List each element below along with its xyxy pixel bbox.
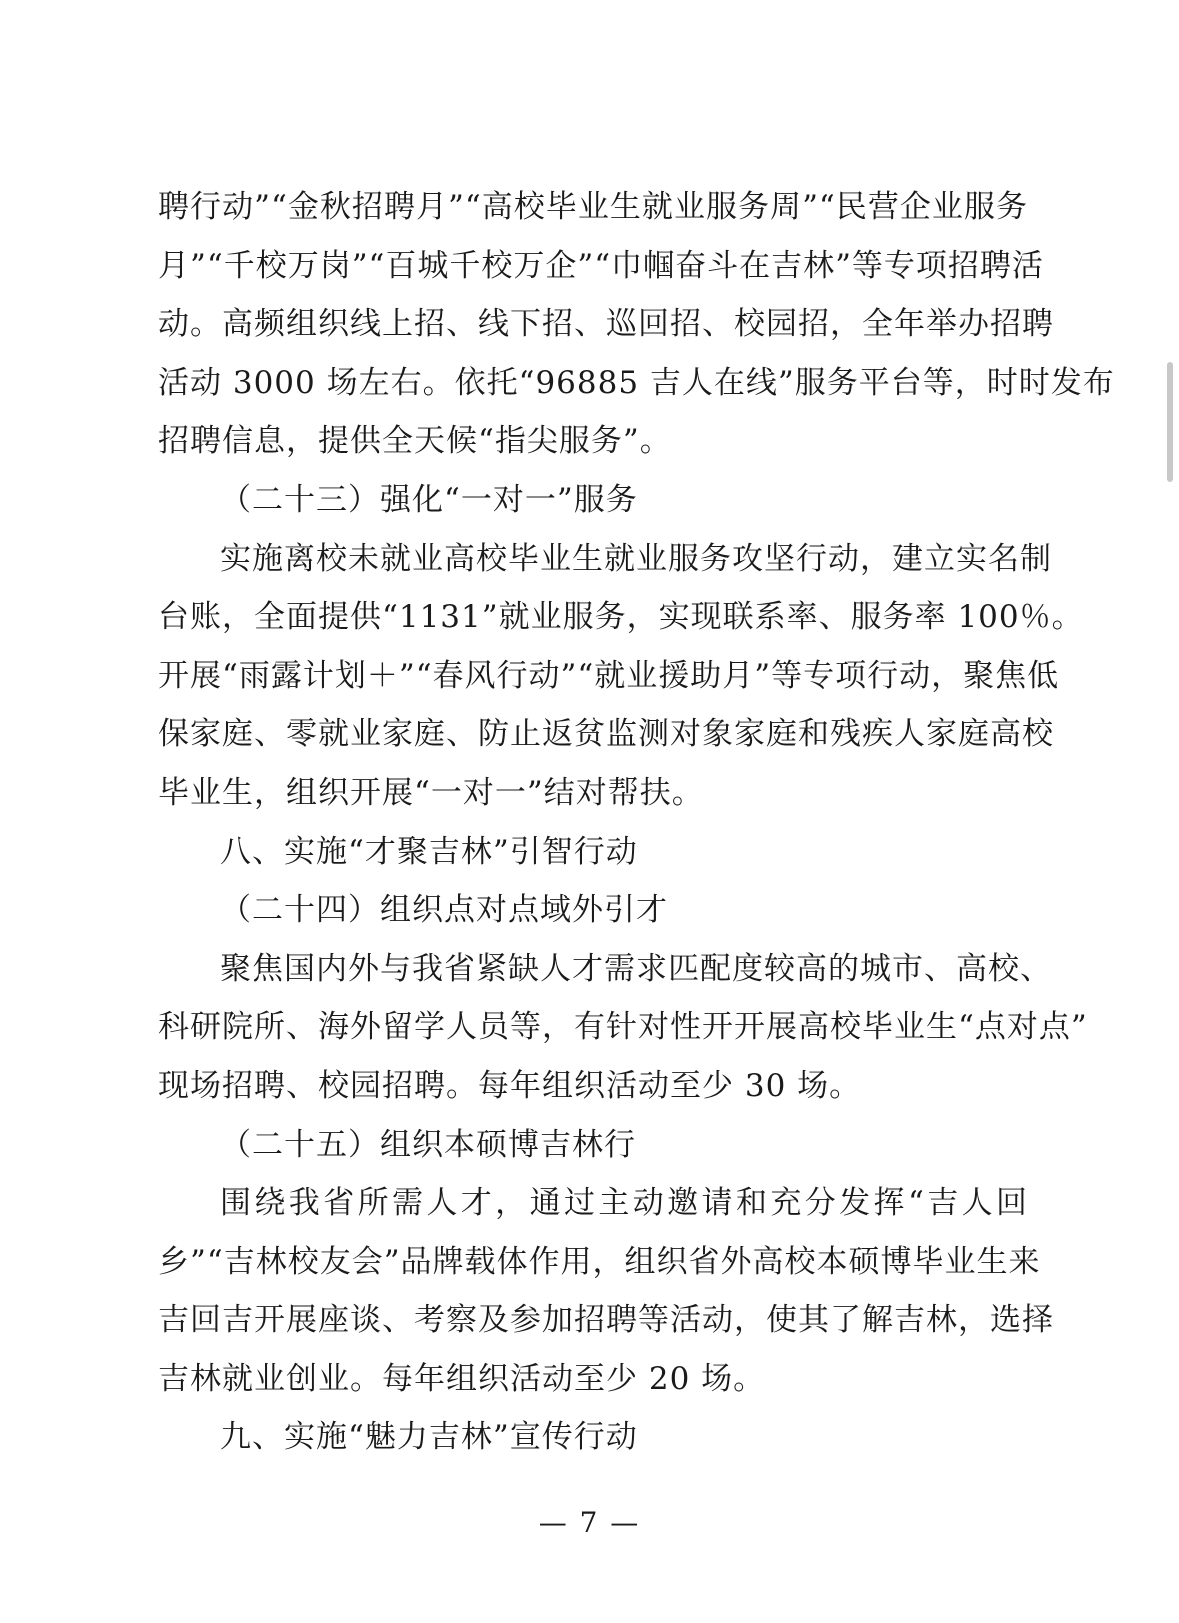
text-line: 围绕我省所需人才，通过主动邀请和充分发挥“吉人回 [220, 1185, 1028, 1222]
text-line: 八、实施“才聚吉林”引智行动 [220, 833, 638, 870]
text-line: 实施离校未就业高校毕业生就业服务攻坚行动，建立实名制 [220, 540, 1052, 577]
text-line: （二十五）组织本硕博吉林行 [220, 1126, 636, 1163]
text-line: （二十三）强化“一对一”服务 [220, 481, 638, 518]
text-line: 招聘信息，提供全天候“指尖服务”。 [158, 423, 672, 460]
text-line: 科研院所、海外留学人员等，有针对性开开展高校毕业生“点对点” [158, 1009, 1088, 1046]
text-line: 月”“千校万岗”“百城千校万企”“巾帼奋斗在吉林”等专项招聘活 [158, 247, 1044, 284]
document-body [158, 178, 1115, 1467]
scrollbar-thumb[interactable] [1167, 362, 1173, 482]
text-line: 保家庭、零就业家庭、防止返贫监测对象家庭和残疾人家庭高校 [158, 716, 1054, 753]
text-line: 聘行动”“金秋招聘月”“高校毕业生就业服务周”“民营企业服务 [158, 189, 1028, 225]
text-line: 动。高频组织线上招、线下招、巡回招、校园招，全年举办招聘 [158, 306, 1054, 343]
text-line: （二十四）组织点对点域外引才 [220, 892, 668, 929]
text-line: 毕业生，组织开展“一对一”结对帮扶。 [158, 774, 704, 811]
text-line: 乡”“吉林校友会”品牌载体作用，组织省外高校本硕博毕业生来 [158, 1243, 1041, 1280]
page-number: — 7 — [538, 1506, 641, 1539]
text-line: 吉回吉开展座谈、考察及参加招聘等活动，使其了解吉林，选择 [158, 1302, 1054, 1339]
text-line: 台账，全面提供“1131”就业服务，实现联系率、服务率 100％。 [158, 599, 1084, 636]
text-line: 活动 3000 场左右。依托“96885 吉人在线”服务平台等，时时发布 [158, 364, 1115, 401]
text-line: 现场招聘、校园招聘。每年组织活动至少 30 场。 [158, 1067, 862, 1104]
text-line: 开展“雨露计划＋”“春风行动”“就业援助月”等专项行动，聚焦低 [158, 657, 1060, 694]
text-line: 九、实施“魅力吉林”宣传行动 [220, 1419, 638, 1456]
text-line: 聚焦国内外与我省紧缺人才需求匹配度较高的城市、高校、 [220, 950, 1052, 987]
text-line: 吉林就业创业。每年组织活动至少 20 场。 [158, 1360, 766, 1397]
